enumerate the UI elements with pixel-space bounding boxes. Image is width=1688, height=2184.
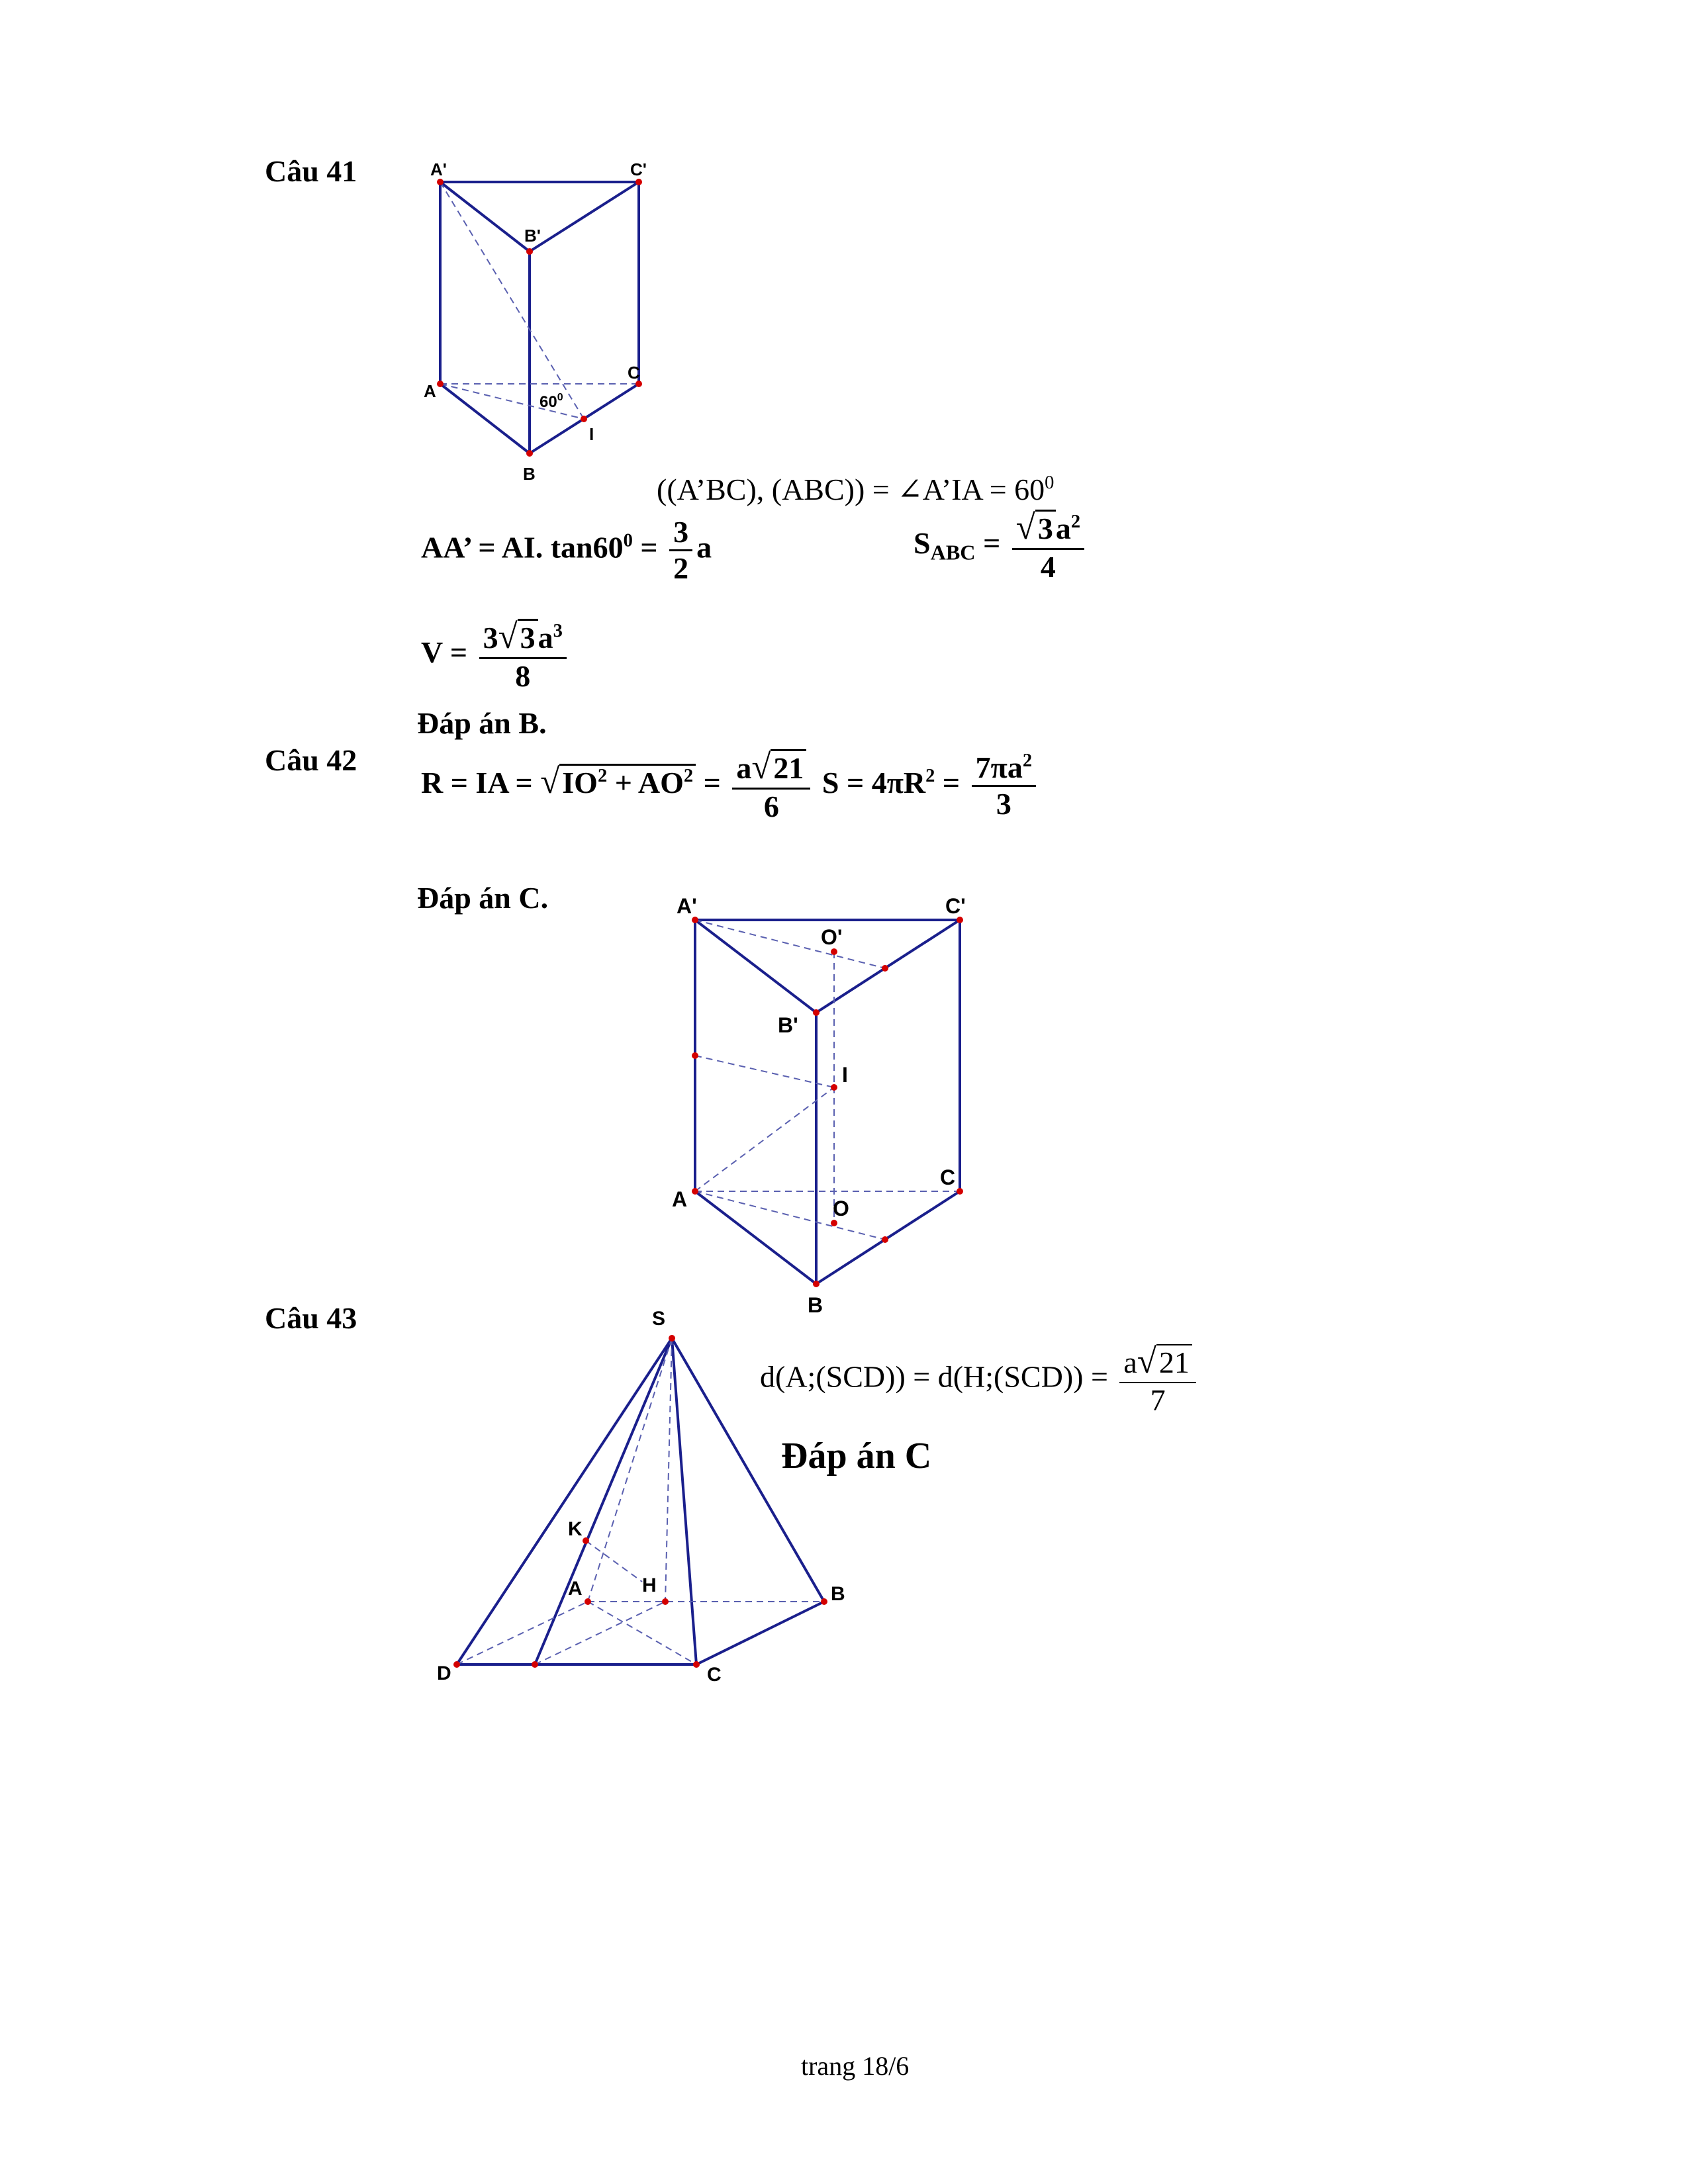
label-B: B [523,464,536,484]
answer-42: Đáp án C. [417,881,549,915]
label-A: A [424,381,436,401]
label-B-prime: B' [524,226,541,246]
label-A-prime: A' [430,159,447,179]
label-C-prime: C' [945,894,966,918]
answer-41: Đáp án B. [417,706,547,740]
label-C: C [628,363,640,383]
label-D: D [437,1662,451,1684]
label-H: H [642,1574,657,1596]
label-O: O [833,1197,849,1220]
distance-equation: d(A;(SCD)) = d(H;(SCD)) = $\frac{a√21}{7}$ [760,1343,1200,1416]
label-C: C [707,1664,722,1686]
label-I: I [589,424,594,444]
prism-sphere-figure-42 [669,887,993,1330]
angle-equation: ((A’BC), (ABC)) = ∠A’IA = $60^0$ [657,472,1055,506]
question-41-label: Câu 41 [265,154,357,188]
label-B: B [831,1583,845,1605]
label-A-prime: A' [677,894,697,918]
label-I: I [842,1063,848,1087]
aa-equation: AA’ = AI. $\tan 60^0$ = $\frac{3}{2}$ a [421,515,712,586]
label-A: A [672,1187,688,1211]
page-footer: trang 18/6 [801,2051,910,2081]
label-angle-60: $60^0$ [539,392,563,411]
answer-43: Đáp án C [781,1435,932,1477]
label-A: A [568,1578,583,1600]
radius-equation: R = IA = $√IO^2 + AO^2$ = $\frac{a√21}{6}$ $S = 4\pi R^2$ = $\frac{7\pi a^2}{3}$ [421,749,1040,823]
question-42-label: Câu 42 [265,743,357,777]
label-B: B [808,1293,823,1317]
label-C: C [940,1165,956,1189]
prism-figure-41 [410,159,662,490]
s-abc-equation: $S_{ABC}$ = $\frac{√3a^2}{4}$ [914,510,1088,583]
label-O-prime: O' [821,925,843,949]
question-43-label: Câu 43 [265,1301,357,1335]
volume-equation: V = $\frac{3√3a^3}{8}$ [421,619,571,692]
label-K: K [568,1518,583,1540]
label-C-prime: C' [630,159,647,179]
label-B-prime: B' [778,1013,798,1037]
label-S: S [652,1308,666,1330]
